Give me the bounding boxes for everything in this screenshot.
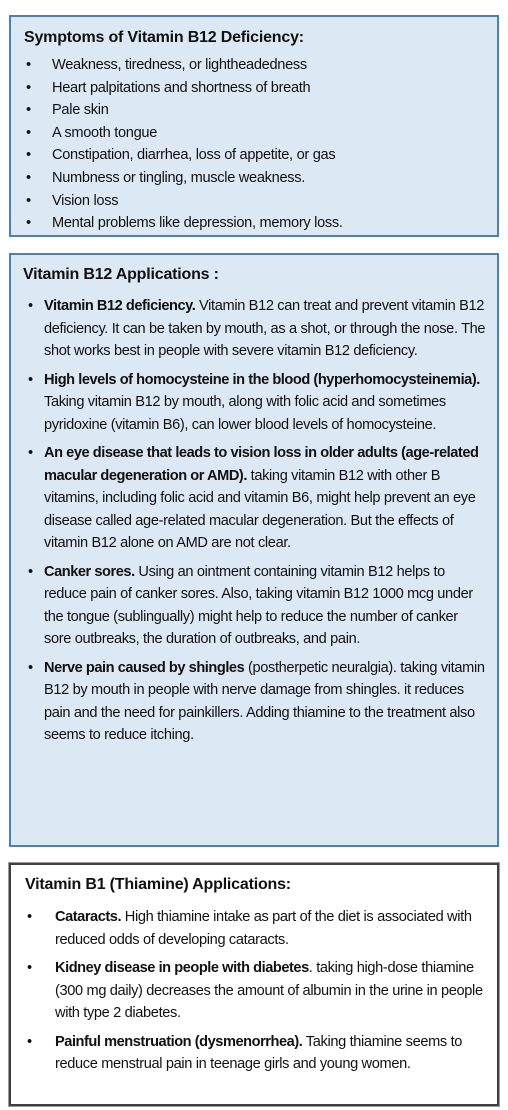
symptoms-list — [25, 54, 343, 235]
list-item: • Pale skin — [25, 99, 343, 122]
b1-applications-heading: Vitamin B1 (Thiamine) Applications: — [25, 876, 291, 893]
item-lead: Nerve pain caused by shingles — [44, 659, 245, 676]
item-text: (postherpetic neuralgia). taking vitamin B12 by mouth in people with nerve damage from shingles. it reduces pain and the need for painkillers. Adding thiamine to the treatment also seems to reduce itching. — [44, 659, 485, 743]
item-text: . taking high-dose thiamine (300 mg daily) decreases the amount of albumin in the urine in people with type 2 diabetes. — [55, 960, 483, 1021]
list-item: • Vision loss — [25, 190, 343, 213]
item-text: Vitamin B12 can treat and prevent vitamin B12 deficiency. It can be taken by mouth, as a shot, or through the nose. The shot works best in people with severe vitamin B12 deficiency. — [44, 298, 486, 359]
b1-applications-panel — [9, 863, 499, 1106]
list-item: • A smooth tongue — [25, 122, 343, 145]
item-lead: Canker sores. — [44, 563, 135, 580]
list-item — [26, 657, 488, 747]
b1-applications-list — [25, 906, 487, 1082]
list-item: • Constipation, diarrhea, loss of appetite, or gas — [25, 144, 343, 167]
list-item — [25, 957, 487, 1025]
list-item: • Mental problems like depression, memory loss. — [25, 212, 343, 235]
list-item: • Numbness or tingling, muscle weakness. — [25, 167, 343, 190]
symptoms-panel — [9, 15, 499, 237]
b12-applications-heading: Vitamin B12 Applications : — [23, 266, 219, 283]
list-item — [26, 442, 488, 555]
item-lead: An eye disease that leads to vision loss in older adults (age-related macular degeneration or AMD). — [44, 445, 479, 484]
item-lead: Vitamin B12 deficiency. — [44, 298, 196, 314]
list-item: • Weakness, tiredness, or lightheadedness — [25, 54, 343, 77]
item-lead: Painful menstruation (dysmenorrhea). — [55, 1033, 303, 1050]
symptoms-heading: Symptoms of Vitamin B12 Deficiency: — [24, 29, 304, 46]
item-text: Using an ointment containing vitamin B12 helps to reduce pain of canker sores. Also, taking vitamin B12 1000 mcg under the tongue (sublingually) might help to reduce the number of canker sore outbreaks, the duration of outbreaks, and pain. — [44, 563, 473, 647]
b12-applications-panel — [9, 253, 499, 847]
item-text: taking vitamin B12 with other B vitamins, including folic acid and vitamin B6, might help prevent an eye disease called age-related macular degeneration. But the effects of vitamin B12 alone on AMD are not clear. — [44, 467, 476, 551]
list-item — [26, 369, 488, 437]
list-item — [26, 295, 488, 363]
item-text: Taking vitamin B12 by mouth, along with folic acid and sometimes pyridoxine (vitamin B6), can lower blood levels of homocysteine. — [44, 394, 446, 433]
list-item — [26, 561, 488, 651]
list-item — [25, 1031, 487, 1076]
item-lead: Kidney disease in people with diabetes — [55, 960, 309, 976]
item-text: Taking thiamine seems to reduce menstrual pain in teenage girls and young women. — [55, 1033, 463, 1072]
list-item: • Heart palpitations and shortness of breath — [25, 77, 343, 100]
list-item — [25, 906, 487, 951]
item-text: High thiamine intake as part of the diet is associated with reduced odds of developing cataracts. — [55, 909, 472, 948]
b12-applications-list — [26, 295, 488, 753]
item-lead: Cataracts. — [55, 909, 122, 925]
item-lead: High levels of homocysteine in the blood (hyperhomocysteinemia). — [44, 371, 480, 388]
